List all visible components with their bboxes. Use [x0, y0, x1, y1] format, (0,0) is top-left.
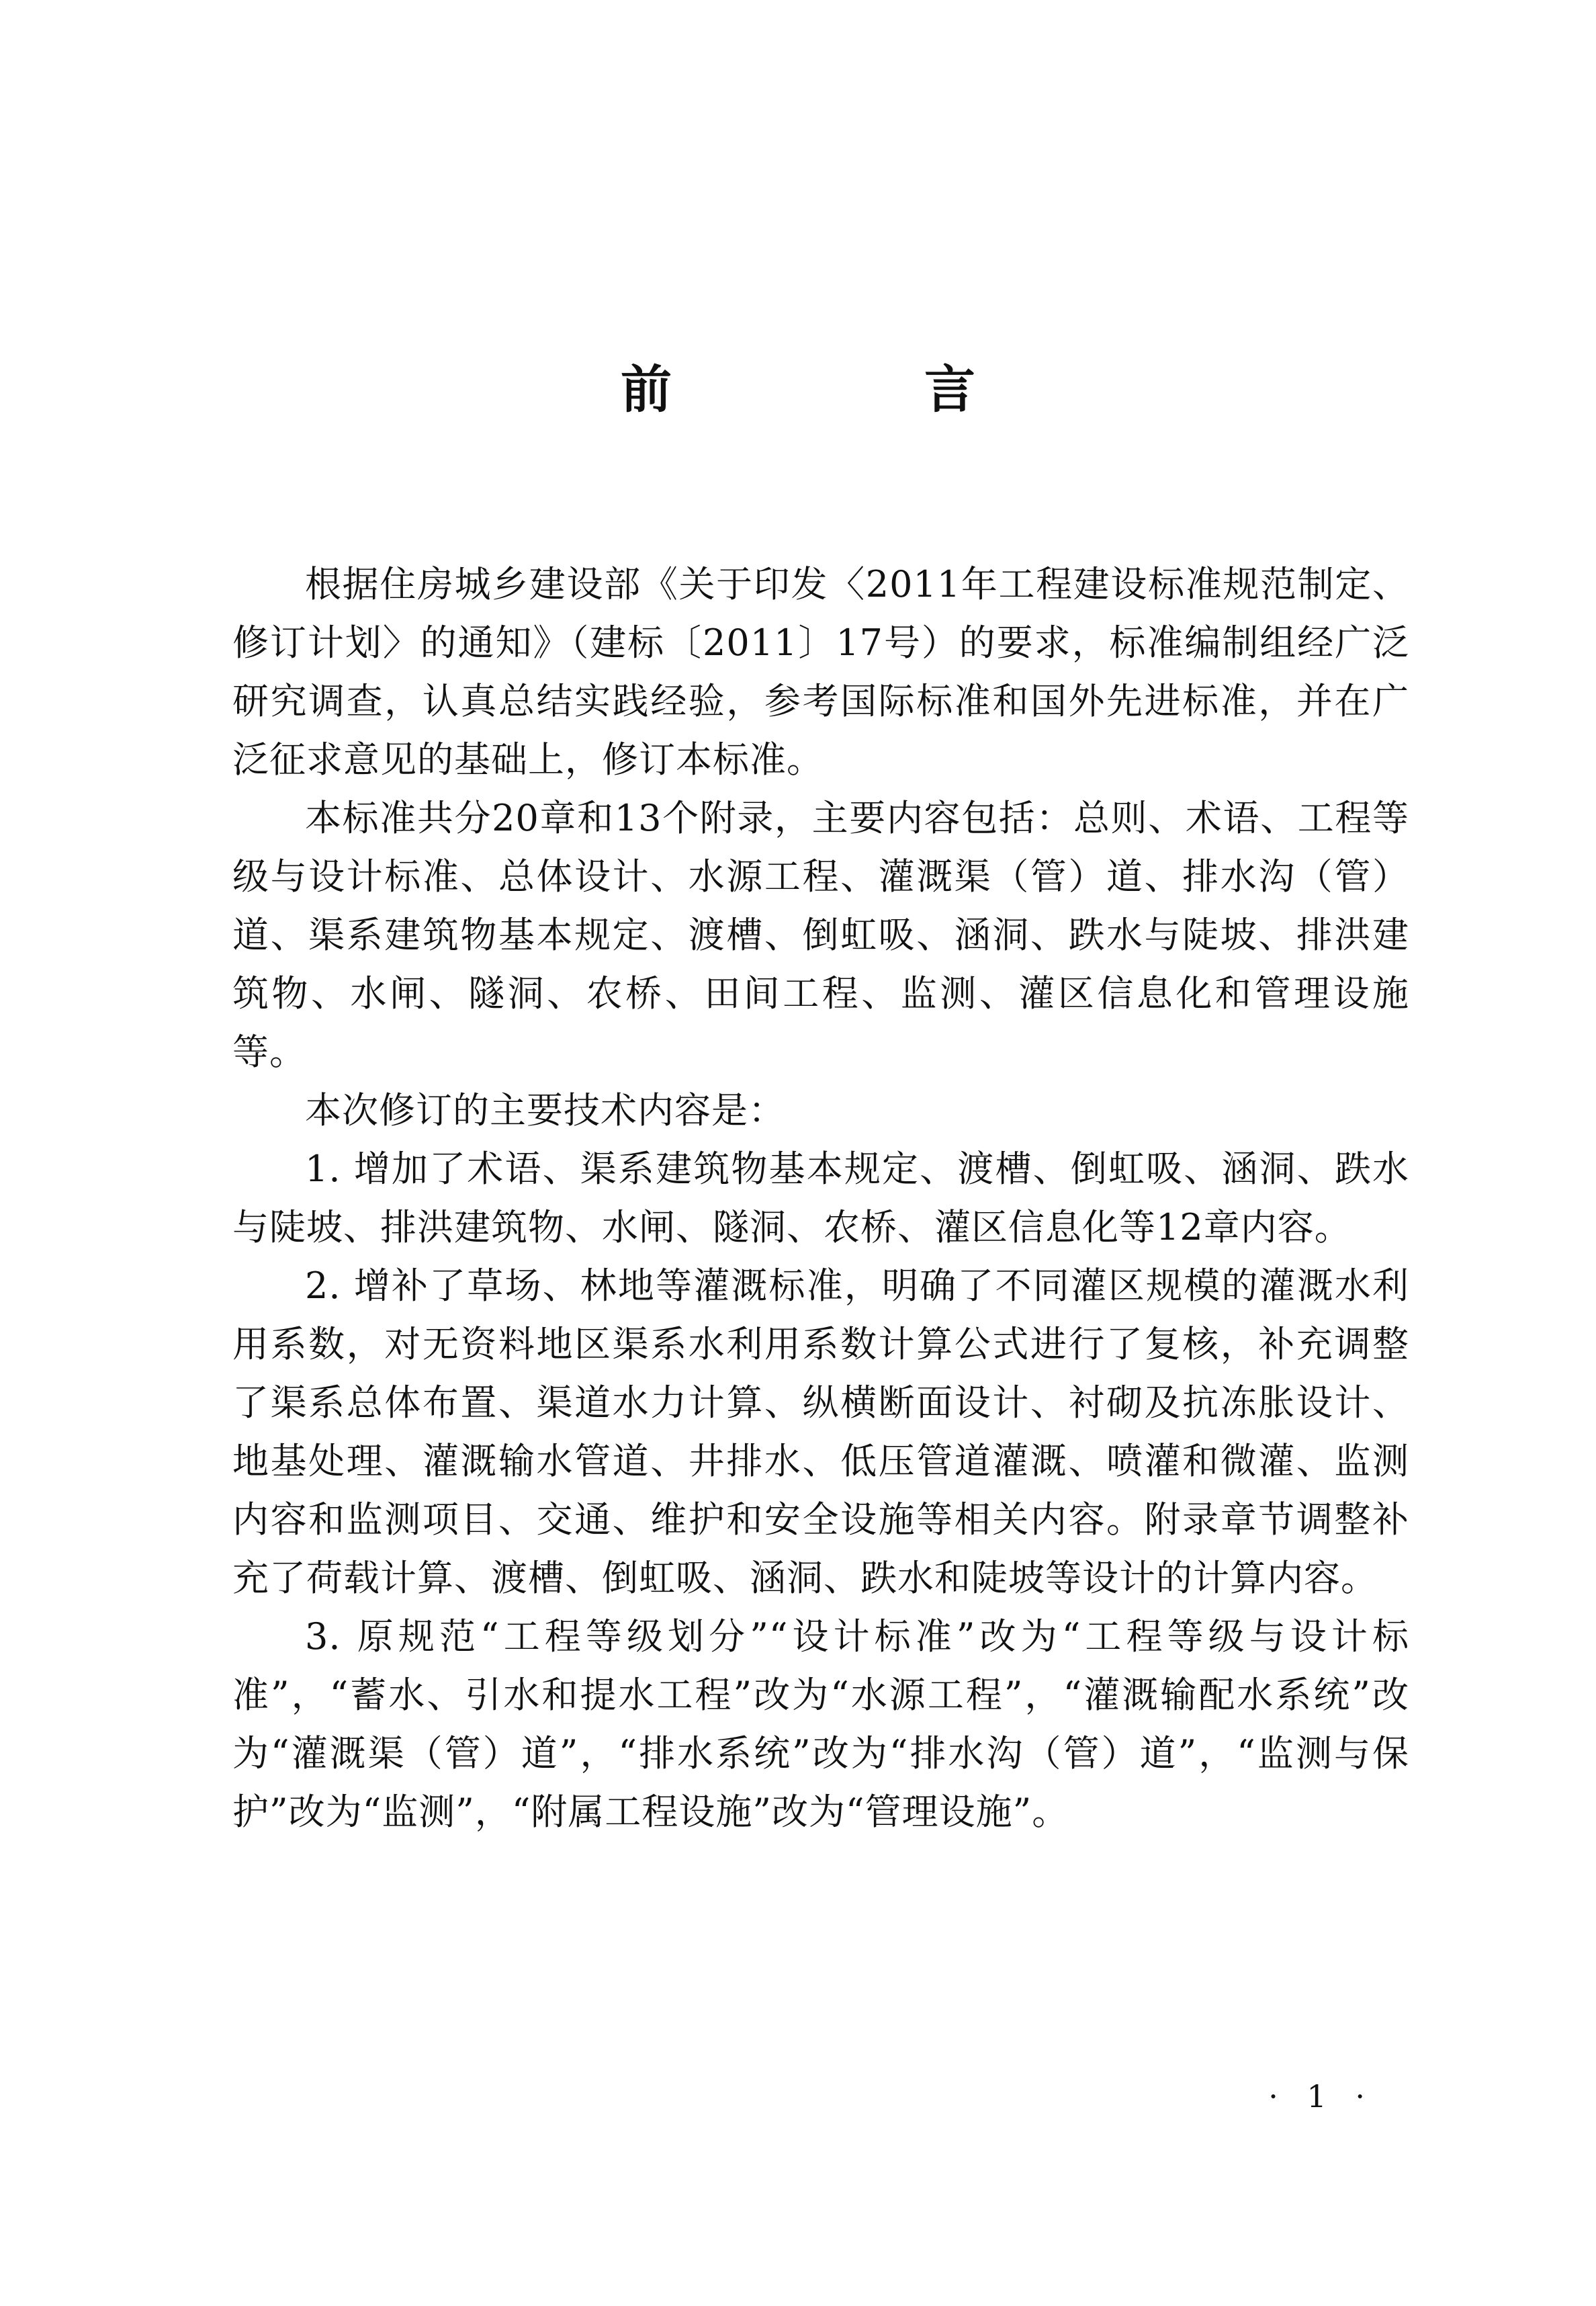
paragraph-5: 2. 增补了草场、林地等灌溉标准，明确了不同灌区规模的灌溉水利用系数，对无资料地区渠系水利用系数计算公式进行了复核，补充调整了渠系总体布置、渠道水力计算、纵横断面设计、衬砌及抗冻胀设计、地基处理、灌溉输水管道、井排水、低压管道灌溉、喷灌和微灌、监测内容和监测项目、交通、维护和安全设施等相关内容。附录章节调整补充了荷载计算、渡槽、倒虹吸、涵洞、跌水和陡坡等设计的计算内容。: [232, 1265, 1409, 1599]
body-text: [232, 555, 1409, 1841]
page-number: · 1 ·: [1268, 2078, 1374, 2115]
paragraph-4: 1. 增加了术语、渠系建筑物基本规定、渡槽、倒虹吸、涵洞、跌水与陡坡、排洪建筑物、水闸、隧洞、农桥、灌区信息化等12章内容。: [232, 1148, 1409, 1248]
paragraph-3: 本次修订的主要技术内容是：: [305, 1089, 785, 1131]
paragraph-2: 本标准共分20章和13个附录，主要内容包括：总则、术语、工程等级与设计标准、总体设计、水源工程、灌溉渠（管）道、排水沟（管）道、渠系建筑物基本规定、渡槽、倒虹吸、涵洞、跌水与陡坡、排洪建筑物、水闸、隧洞、农桥、田间工程、监测、灌区信息化和管理设施等。: [232, 797, 1409, 1073]
page-title: 前 言: [621, 359, 1076, 419]
paragraph-6: 3. 原规范“工程等级划分”“设计标准”改为“工程等级与设计标准”，“蓄水、引水和提水工程”改为“水源工程”，“灌溉输配水系统”改为“灌溉渠（管）道”，“排水系统”改为“排水沟（管）道”，“监测与保护”改为“监测”，“附属工程设施”改为“管理设施”。: [232, 1615, 1409, 1833]
paragraph-1: 根据住房城乡建设部《关于印发〈2011年工程建设标准规范制定、修订计划〉的通知》（建标〔2011〕17号）的要求，标准编制组经广泛研究调查，认真总结实践经验，参考国际标准和国外先进标准，并在广泛征求意见的基础上，修订本标准。: [232, 563, 1409, 781]
